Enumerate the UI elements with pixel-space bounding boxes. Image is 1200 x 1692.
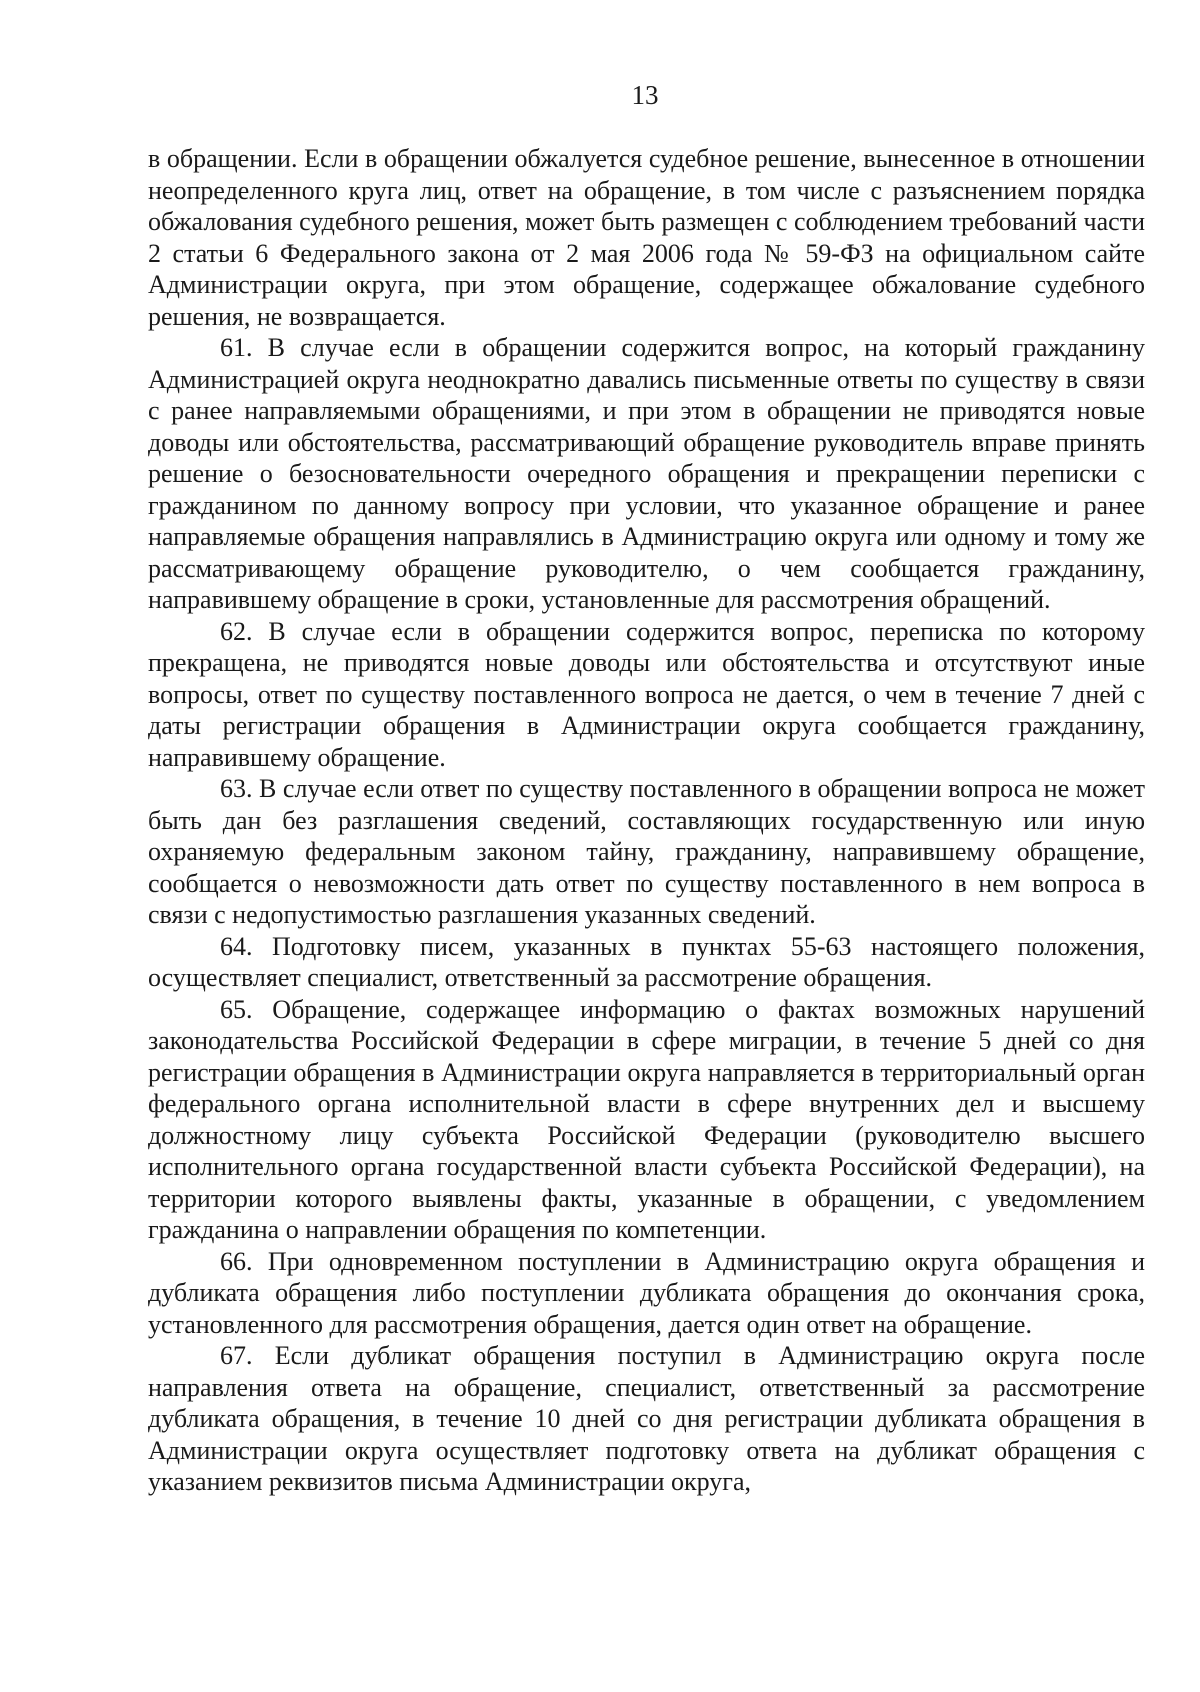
document-body	[148, 143, 1145, 1498]
paragraph-62: 62. В случае если в обращении содержится вопрос, переписка по которому прекращена, не приводятся новые доводы или обстоятельства и отсутствуют иные вопросы, ответ по существу поставленного вопроса не дается, о чем в течение 7 дней с даты регистрации обращения в Администрации округа сообщается гражданину, направившему обращение.	[148, 616, 1145, 772]
paragraph-63: 63. В случае если ответ по существу поставленного в обращении вопроса не может быть дан без разглашения сведений, составляющих государственную или иную охраняемую федеральным законом тайну, гражданину, направившему обращение, сообщается о невозможности дать ответ по существу поставленного в нем вопроса в связи с недопустимостью разглашения указанных сведений.	[148, 774, 1145, 929]
paragraph-66: 66. При одновременном поступлении в Администрацию округа обращения и дубликата обращения либо поступлении дубликата обращения до окончания срока, установленного для рассмотрения обращения, дается один ответ на обращение.	[148, 1246, 1145, 1339]
paragraph-64: 64. Подготовку писем, указанных в пунктах 55-63 настоящего положения, осуществляет специалист, ответственный за рассмотрение обращения.	[148, 931, 1145, 992]
page-number: 13	[631, 80, 659, 110]
paragraph-continuation: в обращении. Если в обращении обжалуется судебное решение, вынесенное в отношении неопределенного круга лиц, ответ на обращение, в том числе с разъяснением порядка обжалования судебного решения, может быть размещен с соблюдением требований части 2 статьи 6 Федерального закона от 2 мая 2006 года № 59-ФЗ на официальном сайте Администрации округа, при этом обращение, содержащее обжалование судебного решения, не возвращается.	[148, 144, 1145, 331]
paragraph-67: 67. Если дубликат обращения поступил в Администрацию округа после направления ответа на обращение, специалист, ответственный за рассмотрение дубликата обращения, в течение 10 дней со дня регистрации дубликата обращения в Администрации округа осуществляет подготовку ответа на дубликат обращения с указанием реквизитов письма Администрации округа,	[148, 1341, 1145, 1496]
paragraph-65: 65. Обращение, содержащее информацию о фактах возможных нарушений законодательства Российской Федерации в сфере миграции, в течение 5 дней со дня регистрации обращения в Администрации округа направляется в территориальный орган федерального органа исполнительной власти в сфере внутренних дел и высшему должностному лицу субъекта Российской Федерации (руководителю высшего исполнительного органа государственной власти субъекта Российской Федерации), на территории которого выявлены факты, указанные в обращении, с уведомлением гражданина о направлении обращения по компетенции.	[148, 994, 1145, 1244]
paragraph-61: 61. В случае если в обращении содержится вопрос, на который гражданину Администрацией округа неоднократно давались письменные ответы по существу в связи с ранее направляемыми обращениями, и при этом в обращении не приводятся новые доводы или обстоятельства, рассматривающий обращение руководитель вправе принять решение о безосновательности очередного обращения и прекращении переписки с гражданином по данному вопросу при условии, что указанное обращение и ранее направляемые обращения направлялись в Администрацию округа или одному и тому же рассматривающему обращение руководителю, о чем сообщается гражданину, направившему обращение в сроки, установленные для рассмотрения обращений.	[148, 333, 1145, 614]
